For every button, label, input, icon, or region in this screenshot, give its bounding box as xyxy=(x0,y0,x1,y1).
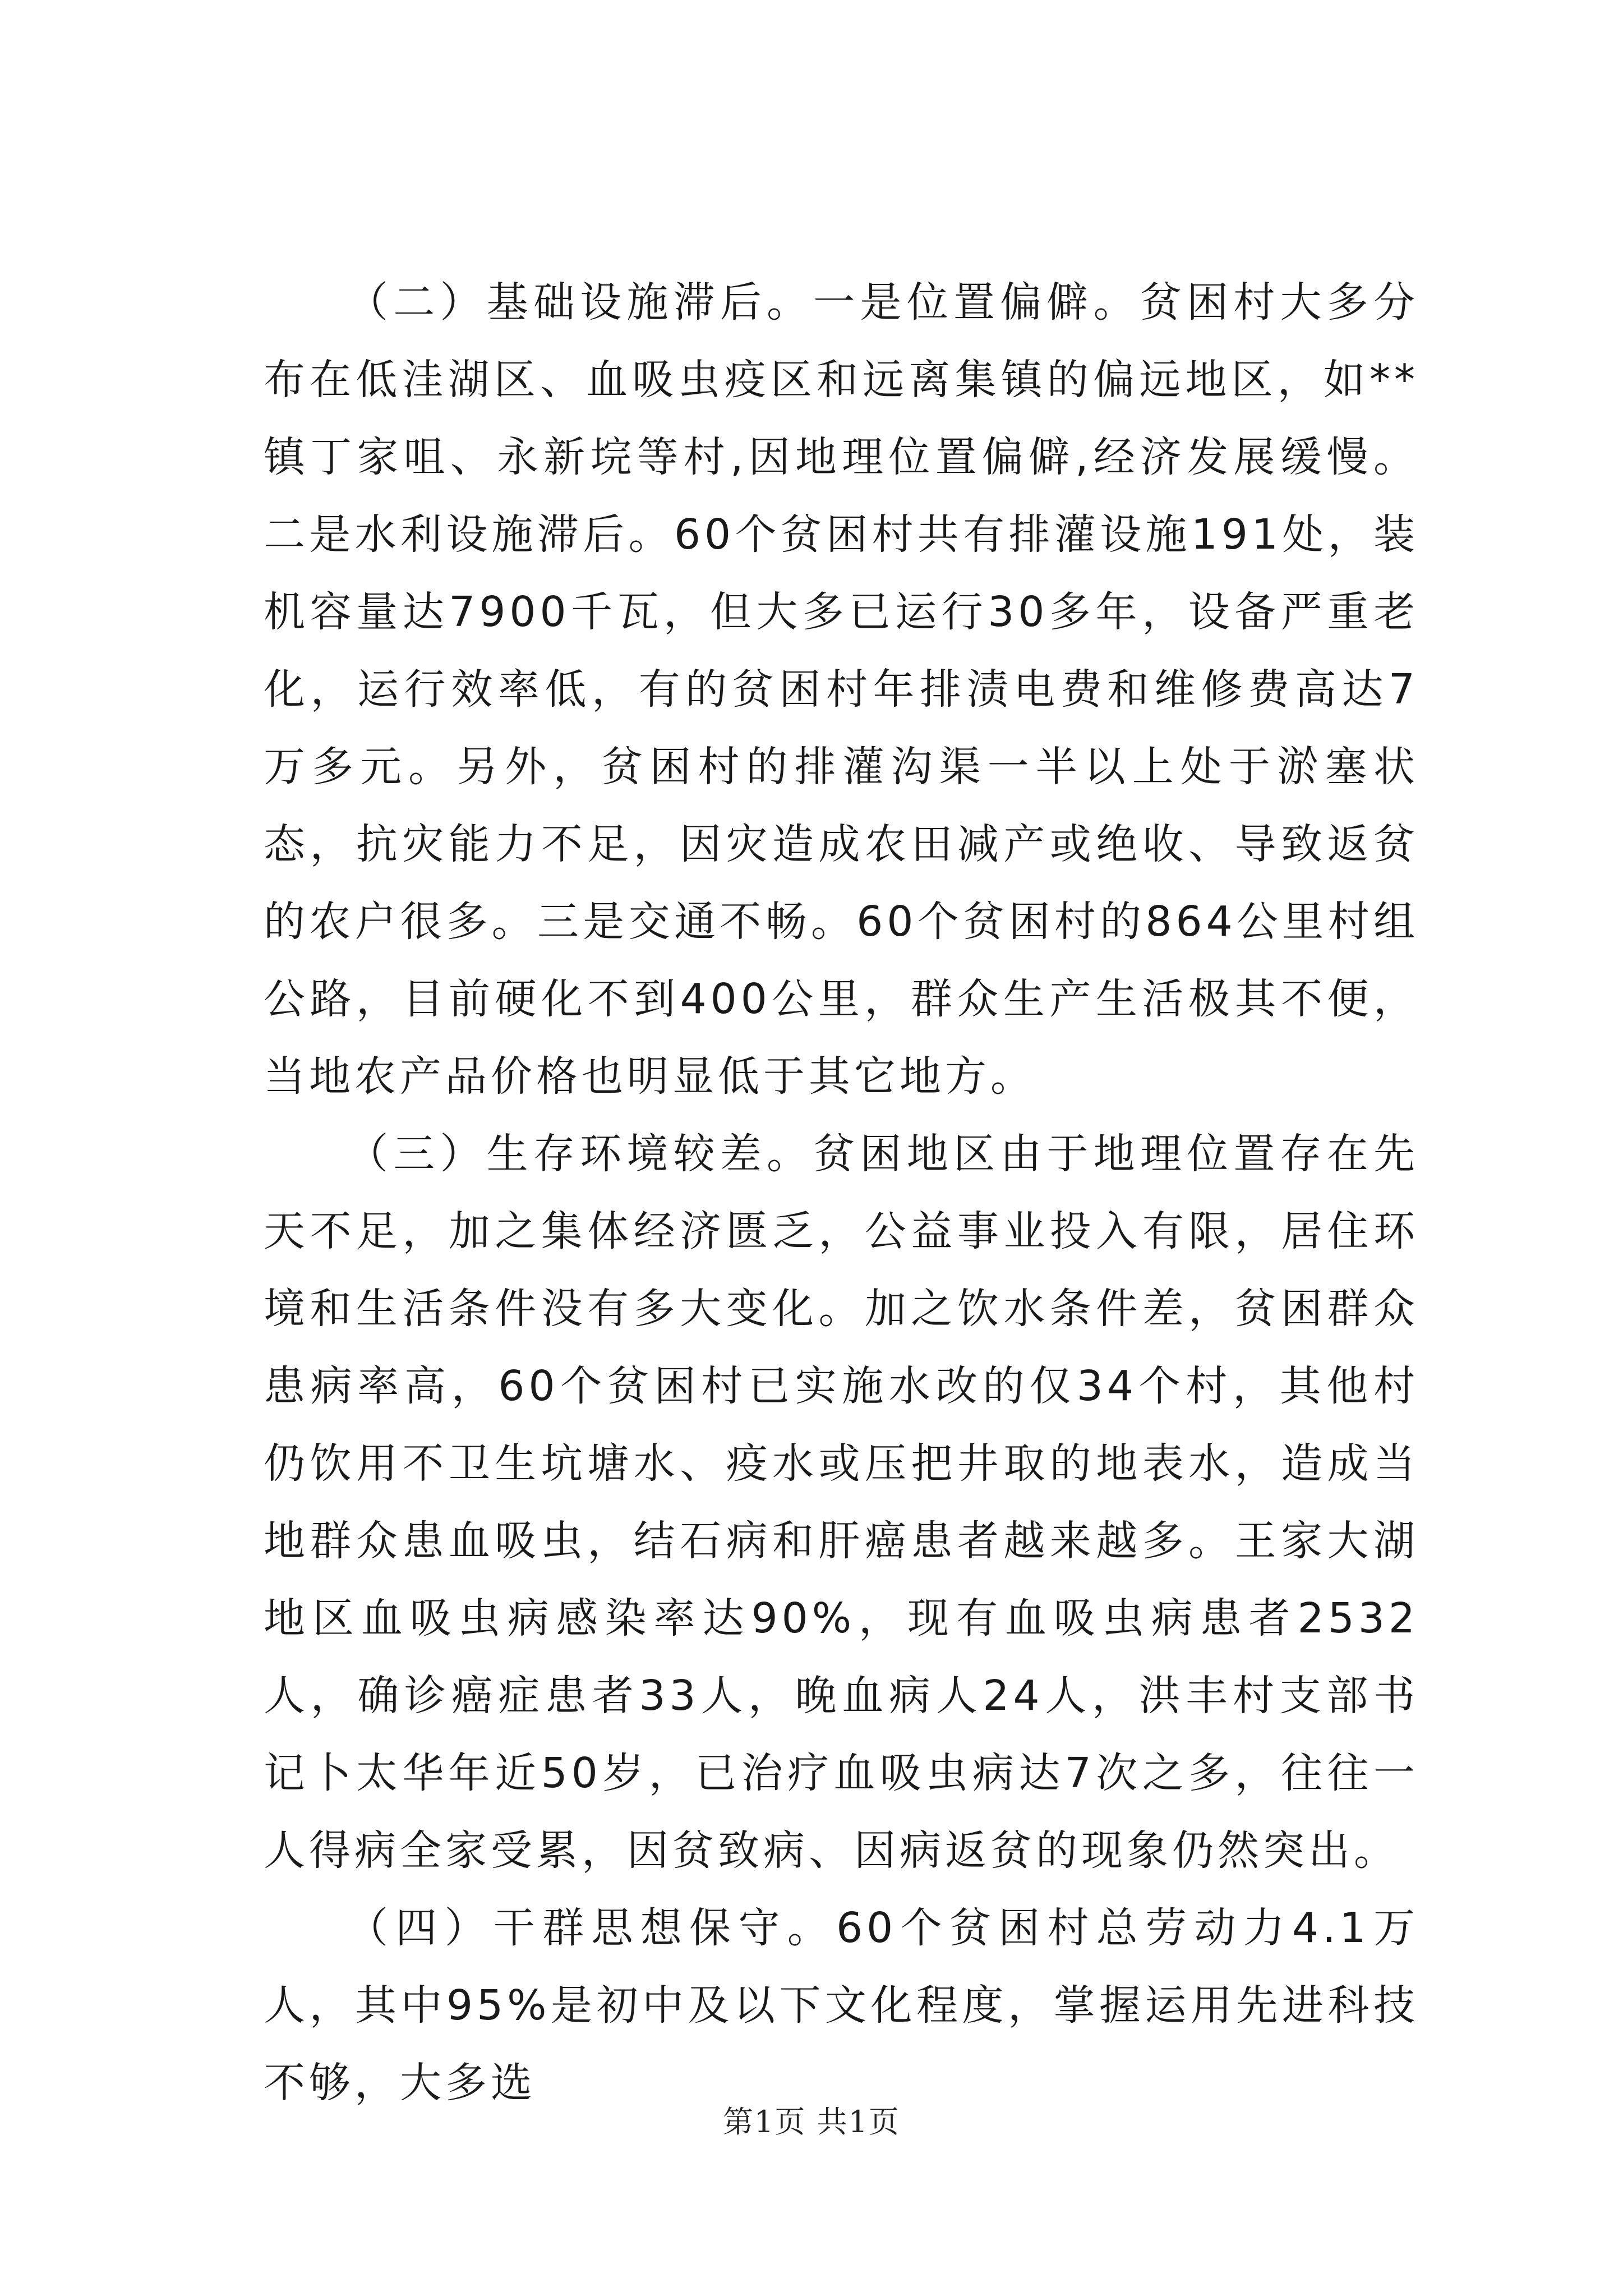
paragraph-living-environment: （三）生存环境较差。贫困地区由于地理位置存在先天不足，加之集体经济匮乏，公益事业投入有限，居住环境和生活条件没有多大变化。加之饮水条件差，贫困群众患病率高，60个贫困村已实施水改的仅34个村，其他村仍饮用不卫生坑塘水、疫水或压把井取的地表水，造成当地群众患血吸虫，结石病和肝癌患者越来越多。王家大湖地区血吸虫病感染率达90%，现有血吸虫病患者2532人，确诊癌症患者33人，晚血病人24人，洪丰村支部书记卜太华年近50岁，已治疗血吸虫病达7次之多，往往一人得病全家受累，因贫致病、因病返贫的现象仍然突出。 xyxy=(264,1130,1419,1875)
paragraph-conservative-thinking: （四）干群思想保守。60个贫困村总劳动力4.1万人，其中95%是初中及以下文化程度，掌握运用先进科技不够，大多选 xyxy=(264,1904,1419,2107)
document-body xyxy=(264,264,1419,2122)
paragraph-infrastructure: （二）基础设施滞后。一是位置偏僻。贫困村大多分布在低洼湖区、血吸虫疫区和远离集镇的偏远地区，如**镇丁家咀、永新垸等村,因地理位置偏僻,经济发展缓慢。二是水利设施滞后。60个贫困村共有排灌设施191处，装机容量达7900千瓦，但大多已运行30多年，设备严重老化，运行效率低，有的贫困村年排渍电费和维修费高达7万多元。另外，贫困村的排灌沟渠一半以上处于淤塞状态，抗灾能力不足，因灾造成农田减产或绝收、导致返贫的农户很多。三是交通不畅。60个贫困村的864公里村组公路，目前硬化不到400公里，群众生产生活极其不便，当地农产品价格也明显低于其它地方。 xyxy=(264,278,1419,1101)
page-number-footer: 第1页 共1页 xyxy=(723,2104,900,2139)
